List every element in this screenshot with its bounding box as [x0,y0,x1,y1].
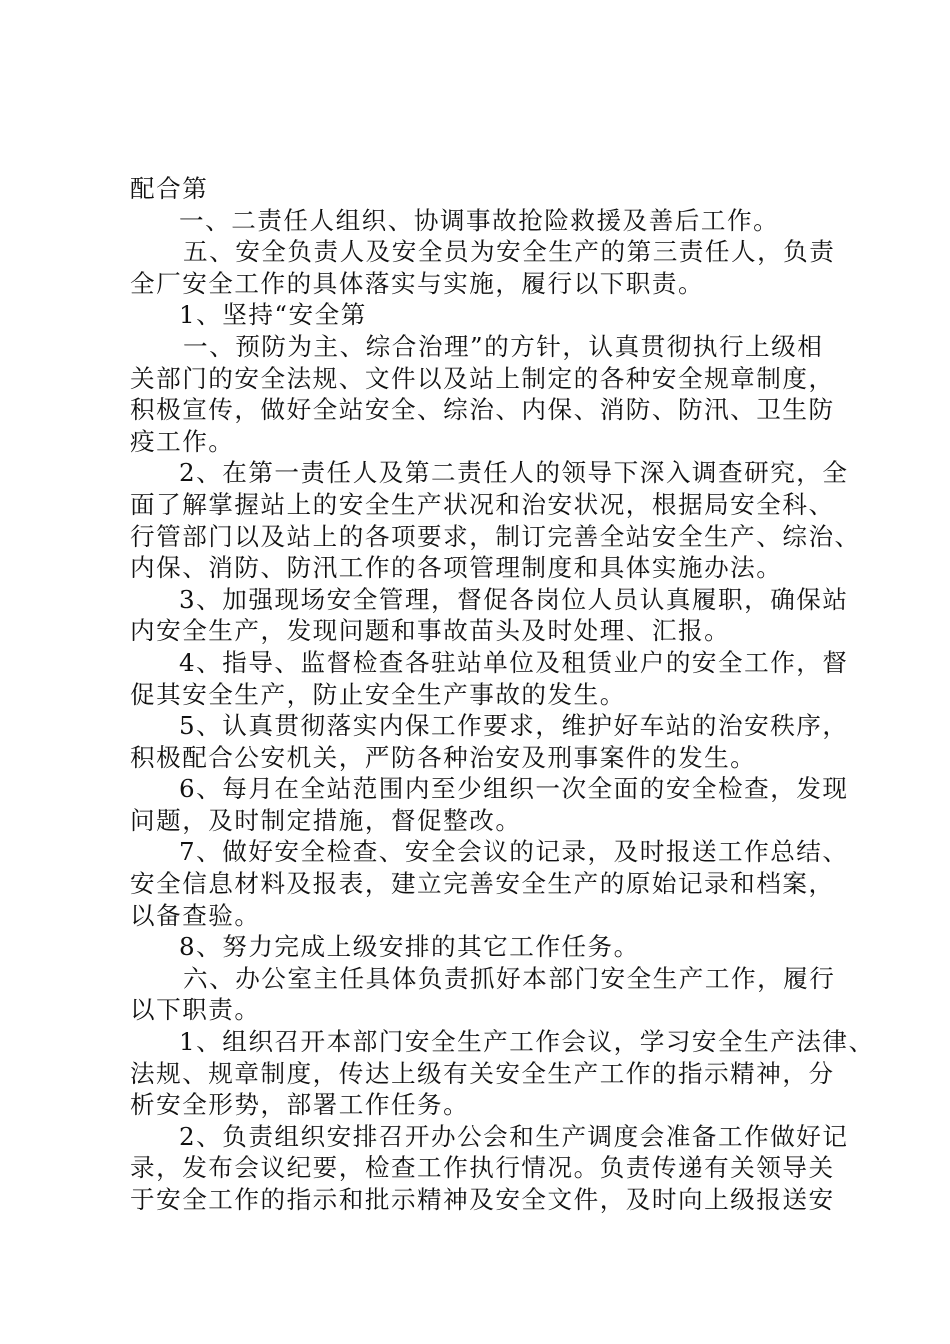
text-line: 录，发布会议纪要，检查工作执行情况。负责传递有关领导关 [130,1153,835,1183]
text-line: 7、做好安全检查、安全会议的记录，及时报送工作总结、 [179,837,849,867]
text-line: 一、预防为主、综合治理”的方针，认真贯彻执行上级相 [183,331,824,361]
text-line: 5、认真贯彻落实内保工作要求，维护好车站的治安秩序， [179,711,849,741]
text-line: 1、组织召开本部门安全生产工作会议，学习安全生产法律、 [179,1027,875,1057]
text-line: 关部门的安全法规、文件以及站上制定的各种安全规章制度， [130,363,835,393]
text-line: 内保、消防、防汛工作的各项管理制度和具体实施办法。 [130,553,783,583]
text-line: 安全信息材料及报表，建立完善安全生产的原始记录和档案， [130,869,835,899]
text-line: 促其安全生产，防止安全生产事故的发生。 [130,679,626,709]
text-line: 4、指导、监督检查各驻站单位及租赁业户的安全工作，督 [179,647,849,677]
text-line: 积极配合公安机关，严防各种治安及刑事案件的发生。 [130,742,757,772]
text-line: 1、坚持“安全第 [179,300,367,330]
text-line: 疫工作。 [130,426,235,456]
text-line: 2、在第一责任人及第二责任人的领导下深入调查研究，全 [179,458,849,488]
text-line: 积极宣传，做好全站安全、综治、内保、消防、防汛、卫生防 [130,395,835,425]
text-line: 法规、规章制度，传达上级有关安全生产工作的指示精神，分 [130,1058,835,1088]
text-line: 全厂安全工作的具体落实与实施，履行以下职责。 [130,268,705,298]
text-line: 3、加强现场安全管理，督促各岗位人员认真履职，确保站 [179,584,849,614]
text-line: 配合第 [130,174,209,203]
text-line: 2、负责组织安排召开办公会和生产调度会准备工作做好记 [179,1121,849,1151]
text-line: 6、每月在全站范围内至少组织一次全面的安全检查，发现 [179,774,849,804]
text-line: 内安全生产，发现问题和事故苗头及时处理、汇报。 [130,616,731,646]
text-line: 8、努力完成上级安排的其它工作任务。 [179,932,640,962]
text-line: 于安全工作的指示和批示精神及安全文件，及时向上级报送安 [130,1185,835,1214]
text-line: 问题，及时制定措施，督促整改。 [130,805,522,835]
text-line: 五、安全负责人及安全员为安全生产的第三责任人，负责 [183,237,836,267]
text-line: 一、二责任人组织、协调事故抢险救援及善后工作。 [179,205,780,235]
text-line: 六、办公室主任具体负责抓好本部门安全生产工作，履行 [183,963,836,993]
text-line: 以备查验。 [130,900,261,930]
text-line: 析安全形势，部署工作任务。 [130,1090,470,1120]
document-body [130,173,875,1216]
text-line: 面了解掌握站上的安全生产状况和治安状况，根据局安全科、 [130,489,835,519]
text-line: 行管部门以及站上的各项要求，制订完善全站安全生产、综治、 [130,521,861,551]
text-line: 以下职责。 [130,995,261,1025]
